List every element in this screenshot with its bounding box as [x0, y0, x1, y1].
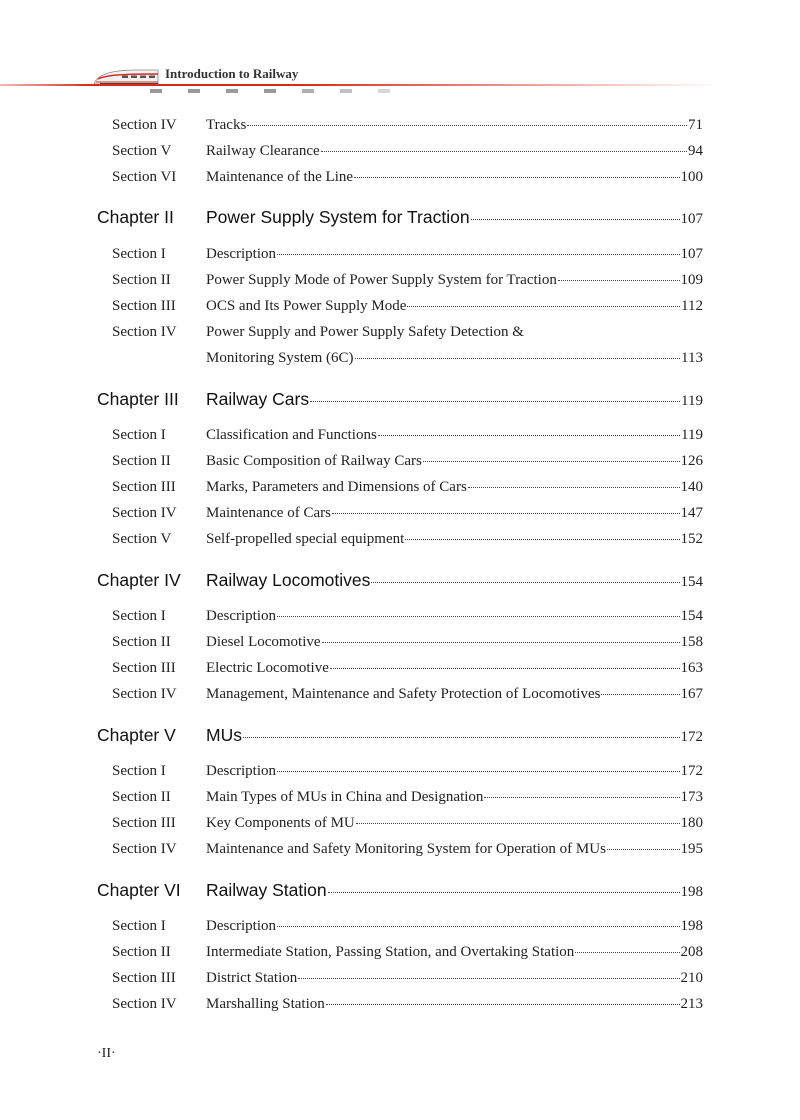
section-title[interactable]: Tracks — [206, 117, 247, 133]
toc-entry[interactable] — [206, 531, 703, 548]
dot-leader — [354, 176, 679, 178]
toc-entry[interactable] — [206, 996, 703, 1013]
section-title[interactable]: Self-propelled special equipment — [206, 531, 405, 547]
header-rule — [0, 84, 800, 86]
dot-leader — [298, 977, 679, 979]
dot-leader — [326, 1003, 680, 1005]
section-title[interactable]: Maintenance of the Line — [206, 169, 354, 185]
section-number: Section I — [112, 763, 166, 779]
dot-leader — [243, 736, 680, 738]
toc-section-row[interactable] — [0, 944, 800, 968]
page-reference[interactable]: 172 — [680, 729, 703, 745]
chapter-number: Chapter III — [97, 389, 179, 409]
page-reference[interactable]: 208 — [680, 944, 703, 960]
page-reference[interactable]: 119 — [681, 427, 703, 443]
page-reference[interactable]: 113 — [681, 350, 703, 366]
toc-section-row[interactable] — [0, 324, 800, 348]
section-title[interactable]: Diesel Locomotive — [206, 634, 321, 650]
dot-leader — [310, 400, 680, 402]
toc-entry[interactable] — [206, 272, 703, 289]
toc-entry[interactable] — [206, 634, 703, 651]
dot-leader — [407, 305, 680, 307]
page-reference[interactable]: 71 — [688, 117, 703, 133]
section-number: Section II — [112, 634, 171, 650]
toc-entry[interactable] — [206, 207, 703, 228]
toc-entry[interactable] — [206, 246, 703, 263]
section-title[interactable]: Basic Composition of Railway Cars — [206, 453, 422, 469]
toc-entry[interactable] — [206, 789, 703, 806]
running-header — [0, 60, 800, 100]
chapter-number: Chapter VI — [97, 880, 181, 900]
page-reference[interactable]: 107 — [680, 246, 703, 262]
section-number: Section V — [112, 143, 172, 159]
toc-section-row[interactable] — [0, 763, 800, 787]
section-number: Section III — [112, 298, 176, 314]
page-reference[interactable]: 109 — [680, 272, 703, 288]
toc-entry[interactable] — [206, 725, 703, 746]
header-decoration — [150, 89, 450, 93]
page-reference[interactable]: 167 — [680, 686, 703, 702]
section-number: Section I — [112, 918, 166, 934]
toc-entry[interactable] — [206, 918, 703, 935]
toc-section-row[interactable] — [0, 789, 800, 813]
section-number: Section V — [112, 531, 172, 547]
chapter-number: Chapter IV — [97, 570, 181, 590]
toc-section-row[interactable] — [0, 479, 800, 503]
section-number: Section IV — [112, 686, 177, 702]
page-reference[interactable]: 210 — [680, 970, 703, 986]
page-reference[interactable]: 198 — [680, 918, 703, 934]
toc-section-row[interactable] — [0, 272, 800, 296]
toc-entry[interactable] — [206, 324, 703, 341]
toc-chapter-row[interactable] — [0, 389, 800, 413]
toc-section-row[interactable] — [0, 531, 800, 555]
page-reference[interactable]: 213 — [680, 996, 703, 1012]
dot-leader — [378, 434, 680, 436]
page-reference[interactable]: 152 — [680, 531, 703, 547]
section-number: Section II — [112, 944, 171, 960]
toc-entry[interactable] — [206, 660, 703, 677]
section-title[interactable]: Maintenance of Cars — [206, 505, 331, 521]
page-reference[interactable]: 112 — [681, 298, 703, 314]
toc-section-row[interactable] — [0, 169, 800, 193]
page-reference[interactable]: 140 — [680, 479, 703, 495]
toc-section-row[interactable] — [0, 246, 800, 270]
dot-leader — [371, 581, 679, 583]
toc-section-row[interactable] — [0, 608, 800, 632]
dot-leader — [468, 486, 680, 488]
dot-leader — [405, 538, 679, 540]
section-number: Section IV — [112, 324, 177, 340]
toc-chapter-row[interactable] — [0, 880, 800, 904]
toc-entry[interactable] — [206, 970, 703, 987]
toc-entry[interactable] — [206, 479, 703, 496]
section-title[interactable]: Monitoring System (6C) — [206, 350, 354, 366]
page-reference[interactable]: 173 — [680, 789, 703, 805]
section-number: Section IV — [112, 996, 177, 1012]
toc-section-row[interactable] — [0, 350, 800, 374]
dot-leader — [601, 693, 679, 695]
dot-leader — [423, 460, 680, 462]
dot-leader — [607, 848, 680, 850]
page-reference[interactable]: 154 — [680, 608, 703, 624]
section-number: Section I — [112, 427, 166, 443]
section-title[interactable]: Power Supply and Power Supply Safety Detection & — [206, 324, 524, 340]
section-number: Section III — [112, 815, 176, 831]
section-number: Section IV — [112, 117, 177, 133]
toc-section-row[interactable] — [0, 970, 800, 994]
page-reference[interactable]: 126 — [680, 453, 703, 469]
toc-section-row[interactable] — [0, 117, 800, 141]
toc-entry[interactable] — [206, 763, 703, 780]
section-title[interactable]: Classification and Functions — [206, 427, 377, 443]
toc-entry[interactable] — [206, 570, 703, 591]
dot-leader — [277, 615, 680, 617]
section-number: Section VI — [112, 169, 177, 185]
section-title[interactable]: Description — [206, 763, 276, 779]
page-reference[interactable]: 195 — [680, 841, 703, 857]
toc-section-row[interactable] — [0, 841, 800, 865]
toc-section-row[interactable] — [0, 453, 800, 477]
toc-section-row[interactable] — [0, 505, 800, 529]
section-title[interactable]: Power Supply Mode of Power Supply System for Traction — [206, 272, 557, 288]
page-reference[interactable]: 158 — [680, 634, 703, 650]
toc-entry[interactable] — [206, 608, 703, 625]
toc-section-row[interactable] — [0, 298, 800, 322]
chapter-title[interactable]: Railway Cars — [206, 389, 310, 409]
toc-entry[interactable] — [206, 453, 703, 470]
toc-entry[interactable] — [206, 944, 703, 961]
section-title[interactable]: Description — [206, 918, 276, 934]
dot-leader — [575, 951, 679, 953]
dot-leader — [322, 641, 680, 643]
section-number: Section I — [112, 608, 166, 624]
section-title[interactable]: Management, Maintenance and Safety Protection of Locomotives — [206, 686, 601, 702]
page-reference[interactable]: 163 — [680, 660, 703, 676]
section-number: Section III — [112, 970, 176, 986]
page-reference[interactable]: 147 — [680, 505, 703, 521]
toc-section-row[interactable] — [0, 143, 800, 167]
chapter-title[interactable]: MUs — [206, 725, 242, 745]
section-number: Section IV — [112, 505, 177, 521]
dot-leader — [321, 150, 687, 152]
toc-chapter-row[interactable] — [0, 207, 800, 231]
toc-section-row[interactable] — [0, 996, 800, 1020]
toc-section-row[interactable] — [0, 686, 800, 710]
toc-section-row[interactable] — [0, 815, 800, 839]
toc-entry[interactable] — [206, 427, 703, 444]
section-title[interactable]: Description — [206, 246, 276, 262]
dot-leader — [277, 770, 680, 772]
page-reference[interactable]: 119 — [681, 393, 703, 409]
toc-entry[interactable] — [206, 117, 703, 134]
toc-chapter-row[interactable] — [0, 725, 800, 749]
page-reference[interactable]: 154 — [680, 574, 703, 590]
toc-entry[interactable] — [206, 143, 703, 160]
page-reference[interactable]: 107 — [680, 211, 703, 227]
section-title[interactable]: Description — [206, 608, 276, 624]
section-number: Section III — [112, 479, 176, 495]
section-title[interactable]: Marks, Parameters and Dimensions of Cars — [206, 479, 467, 495]
toc-entry[interactable] — [206, 298, 703, 315]
dot-leader — [356, 822, 680, 824]
section-title[interactable]: Key Components of MU — [206, 815, 355, 831]
toc-section-row[interactable] — [0, 660, 800, 684]
page-number: ·II· — [97, 1046, 116, 1061]
section-title[interactable]: Railway Clearance — [206, 143, 320, 159]
section-title[interactable]: Intermediate Station, Passing Station, and Overtaking Station — [206, 944, 575, 960]
toc-section-row[interactable] — [0, 634, 800, 658]
dot-leader — [328, 891, 680, 893]
dot-leader — [484, 796, 679, 798]
section-number: Section I — [112, 246, 166, 262]
running-title: Introduction to Railway — [165, 66, 299, 81]
toc-entry[interactable] — [206, 880, 703, 901]
toc-section-row[interactable] — [0, 918, 800, 942]
toc-entry[interactable] — [206, 169, 703, 186]
toc-entry[interactable] — [206, 505, 703, 522]
section-title[interactable]: District Station — [206, 970, 298, 986]
page-reference[interactable]: 172 — [680, 763, 703, 779]
section-number: Section III — [112, 660, 176, 676]
dot-leader — [355, 357, 681, 359]
dot-leader — [471, 218, 680, 220]
page-reference[interactable]: 180 — [680, 815, 703, 831]
section-number: Section IV — [112, 841, 177, 857]
page-reference[interactable]: 94 — [688, 143, 703, 159]
toc-section-row[interactable] — [0, 427, 800, 451]
section-title[interactable]: Electric Locomotive — [206, 660, 329, 676]
page-reference[interactable]: 198 — [680, 884, 703, 900]
dot-leader — [332, 512, 680, 514]
section-number: Section II — [112, 453, 171, 469]
page-reference[interactable]: 100 — [680, 169, 703, 185]
toc-entry[interactable] — [206, 815, 703, 832]
toc-entry[interactable] — [206, 389, 703, 410]
section-title[interactable]: OCS and Its Power Supply Mode — [206, 298, 407, 314]
chapter-title[interactable]: Railway Locomotives — [206, 570, 371, 590]
dot-leader — [558, 279, 680, 281]
dot-leader — [277, 253, 680, 255]
section-number: Section II — [112, 789, 171, 805]
section-number: Section II — [112, 272, 171, 288]
toc-chapter-row[interactable] — [0, 570, 800, 594]
dot-leader — [247, 124, 687, 126]
section-title[interactable]: Main Types of MUs in China and Designation — [206, 789, 484, 805]
chapter-title[interactable]: Railway Station — [206, 880, 327, 900]
toc-entry[interactable] — [206, 841, 703, 858]
section-title[interactable]: Marshalling Station — [206, 996, 325, 1012]
dot-leader — [330, 667, 680, 669]
dot-leader — [277, 925, 680, 927]
section-title[interactable]: Maintenance and Safety Monitoring System for Operation of MUs — [206, 841, 606, 857]
toc-entry[interactable] — [206, 686, 703, 703]
chapter-title[interactable]: Power Supply System for Traction — [206, 207, 470, 227]
chapter-number: Chapter II — [97, 207, 174, 227]
toc-entry[interactable] — [206, 350, 703, 367]
chapter-number: Chapter V — [97, 725, 176, 745]
